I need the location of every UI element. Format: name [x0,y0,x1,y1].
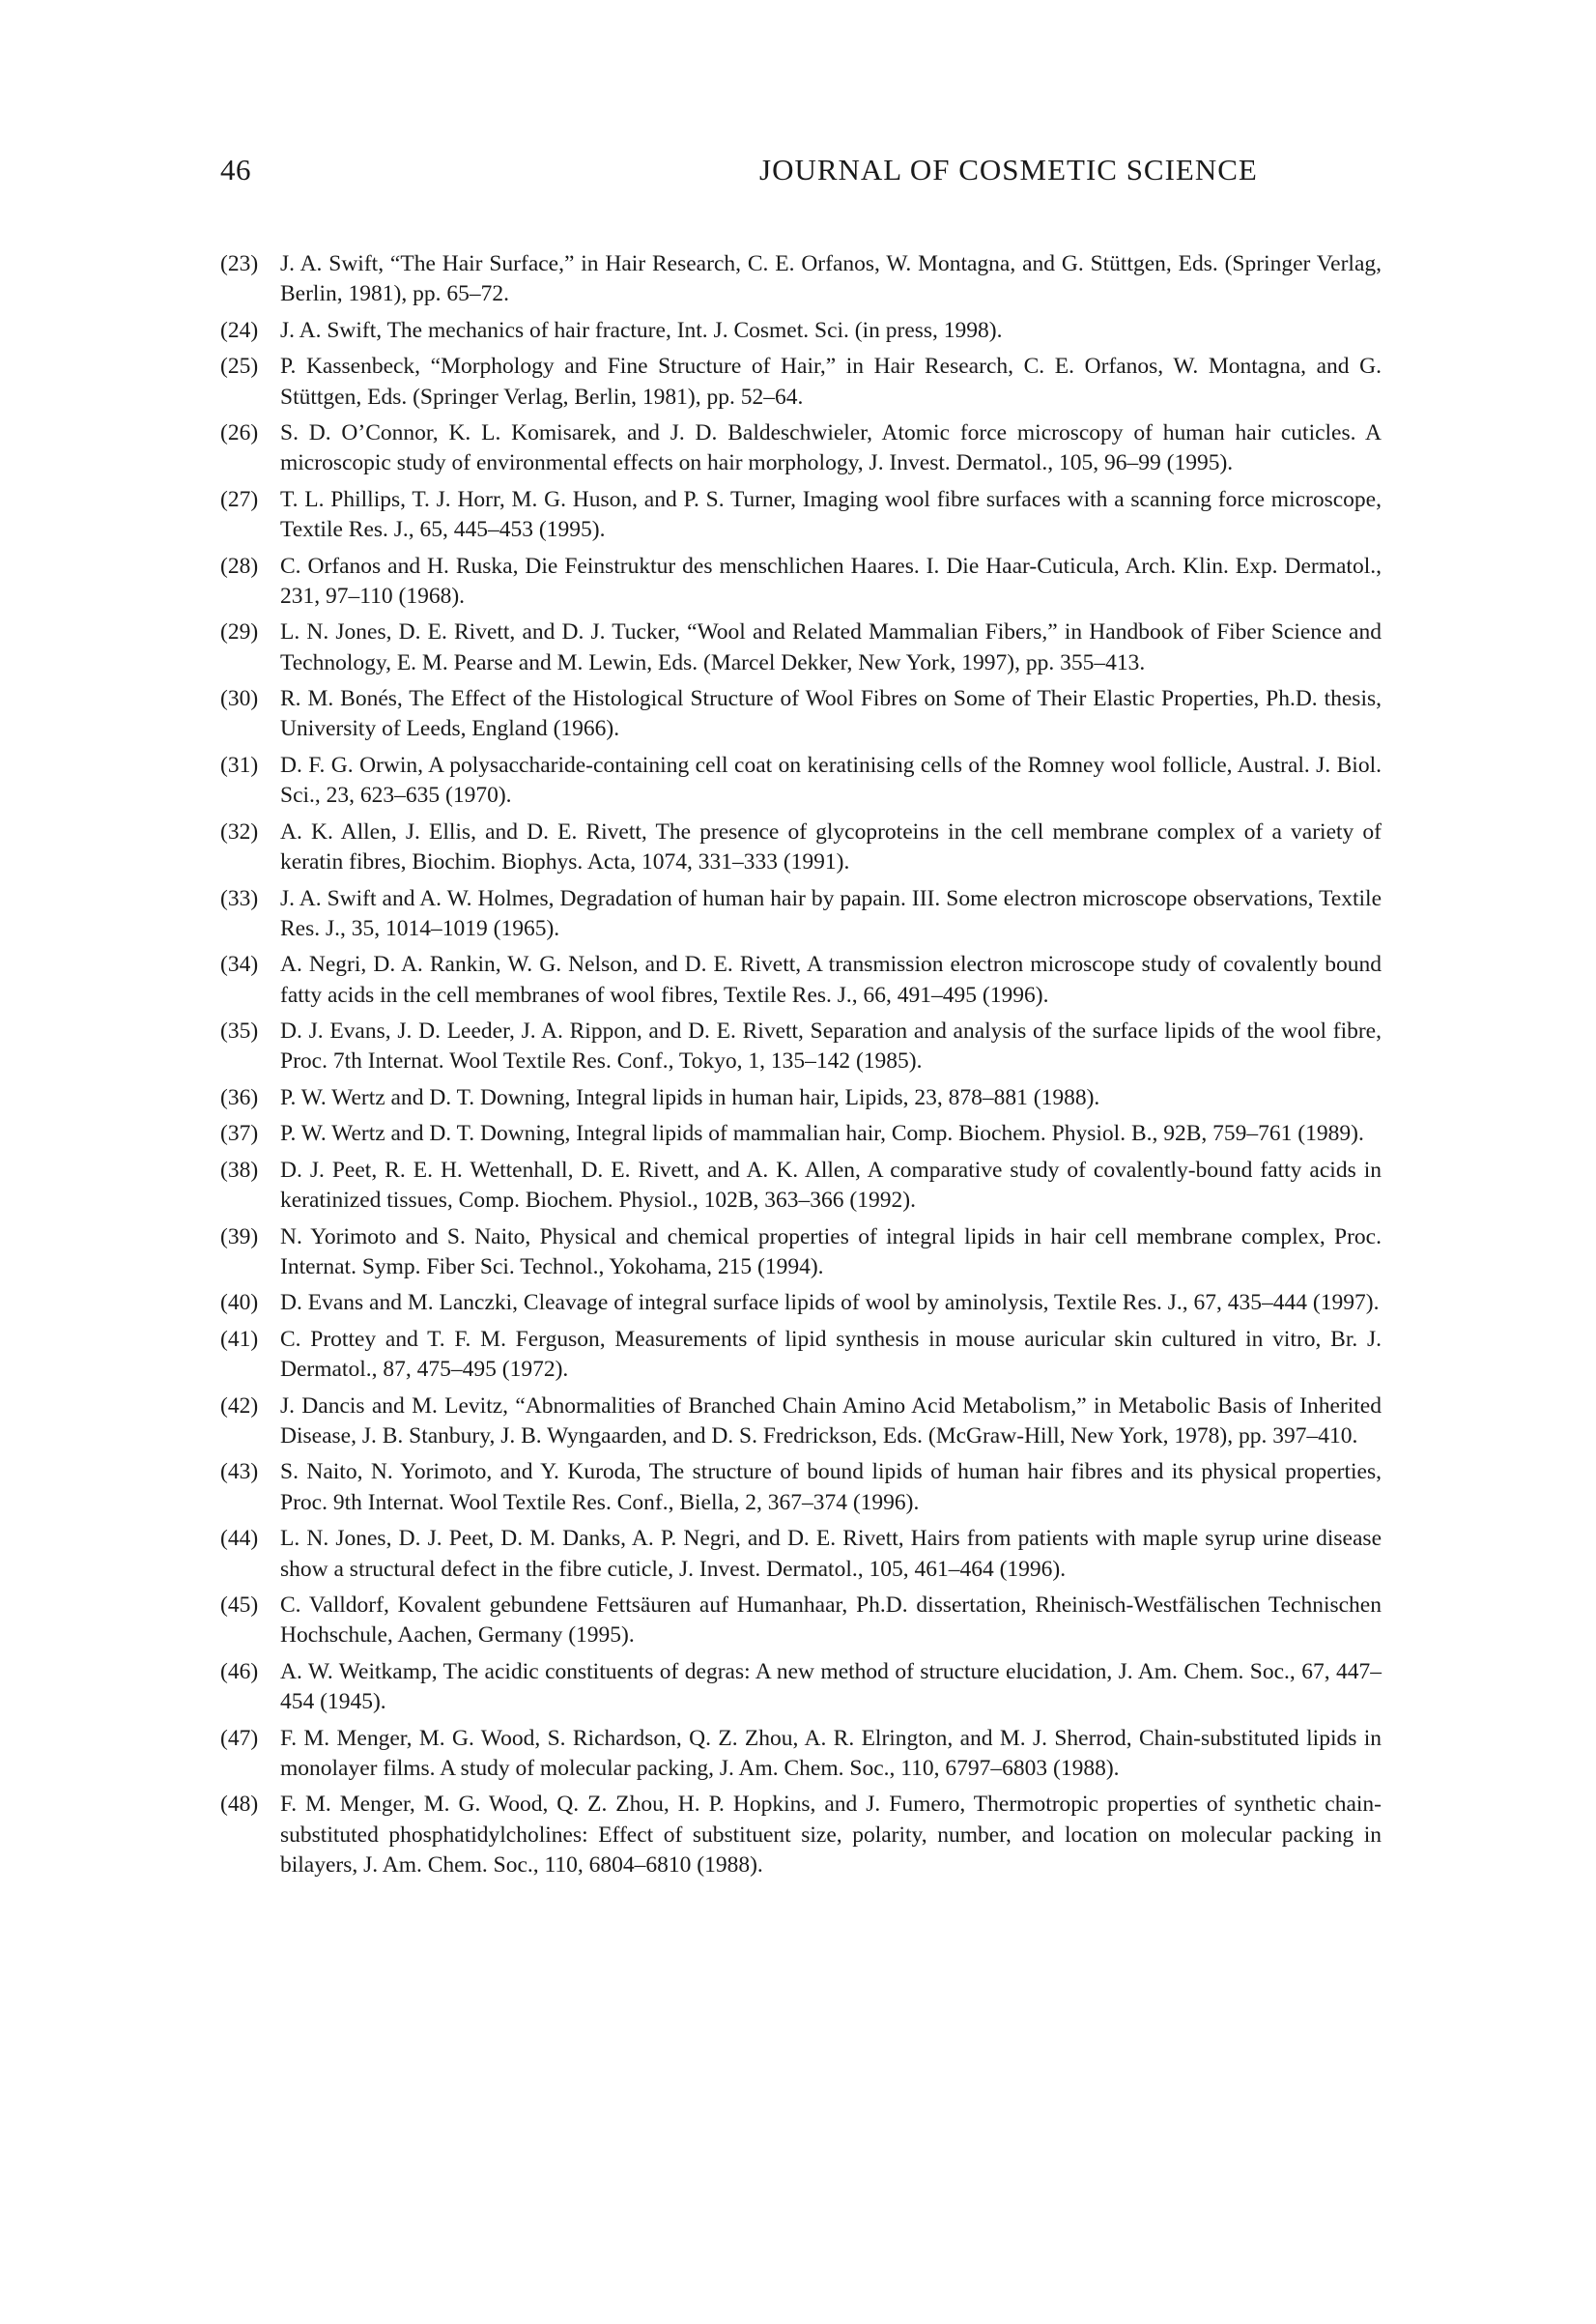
reference-item [220,352,1382,413]
reference-item [220,1657,1382,1718]
reference-number: (34) [220,952,259,978]
reference-item [220,1524,1382,1585]
reference-text: J. A. Swift, The mechanics of hair fracture, Int. J. Cosmet. Sci. (in press, 1998). [280,317,1003,343]
reference-item [220,884,1382,945]
reference-text: S. D. O’Connor, K. L. Komisarek, and J. D. Baldeschwieler, Atomic force microscopy of human hair cuticles. A microscopic study of environmental effects on hair morphology, J. Invest. Dermatol., 105, 96–99 (1995). [280,420,1382,476]
reference-item [220,950,1382,1011]
reference-text: D. J. Evans, J. D. Leeder, J. A. Rippon, and D. E. Rivett, Separation and analysis of the surface lipids of the wool fibre, Proc. 7th Internat. Wool Textile Res. Conf., Tokyo, 1, 135–142 (1985). [280,1019,1382,1075]
reference-item [220,552,1382,613]
reference-item [220,617,1382,678]
reference-item [220,1457,1382,1518]
reference-item [220,1288,1382,1318]
reference-number: (38) [220,1157,259,1183]
reference-text: F. M. Menger, M. G. Wood, Q. Z. Zhou, H. P. Hopkins, and J. Fumero, Thermotropic properties of synthetic chain-substituted phosphatidylcholines: Effect of substituent size, polarity, number, and location on molecular packing in bilayers, J. Am. Chem. Soc., 110, 6804–6810 (1988). [280,1792,1382,1878]
reference-text: N. Yorimoto and S. Naito, Physical and chemical properties of integral lipids in hair cell membrane complex, Proc. Internat. Symp. Fiber Sci. Technol., Yokohama, 215 (1994). [280,1223,1382,1279]
reference-text: A. K. Allen, J. Ellis, and D. E. Rivett, The presence of glycoproteins in the cell membrane complex of a variety of keratin fibres, Biochim. Biophys. Acta, 1074, 331–333 (1991). [280,818,1382,875]
reference-text: C. Prottey and T. F. M. Ferguson, Measurements of lipid synthesis in mouse auricular skin cultured in vitro, Br. J. Dermatol., 87, 475–495 (1972). [280,1326,1382,1383]
reference-item [220,1222,1382,1283]
reference-number: (35) [220,1019,259,1045]
reference-number: (48) [220,1792,259,1818]
reference-number: (44) [220,1526,259,1552]
reference-number: (29) [220,619,259,646]
reference-text: S. Naito, N. Yorimoto, and Y. Kuroda, The structure of bound lipids of human hair fibres and its physical properties, Proc. 9th Internat. Wool Textile Res. Conf., Biella, 2, 367–374 (1996). [280,1459,1382,1515]
reference-item [220,751,1382,812]
reference-number: (32) [220,818,259,845]
reference-text: C. Orfanos and H. Ruska, Die Feinstruktur des menschlichen Haares. I. Die Haar-Cuticula, Arch. Klin. Exp. Dermatol., 231, 97–110 (1968). [280,553,1382,609]
reference-number: (46) [220,1658,259,1684]
reference-number: (33) [220,885,259,911]
reference-text: C. Valldorf, Kovalent gebundene Fettsäuren auf Humanhaar, Ph.D. dissertation, Rheinisch-Westfälischen Technischen Hochschule, Aachen, Germany (1995). [280,1592,1382,1649]
reference-number: (40) [220,1290,259,1316]
reference-number: (30) [220,686,259,712]
reference-item [220,1156,1382,1217]
reference-text: J. Dancis and M. Levitz, “Abnormalities of Branched Chain Amino Acid Metabolism,” in Metabolic Basis of Inherited Disease, J. B. Stanbury, J. B. Wyngaarden, and D. S. Fredrickson, Eds. (McGraw-Hill, New York, 1978), pp. 397–410. [280,1392,1382,1449]
reference-text: D. F. G. Orwin, A polysaccharide-containing cell coat on keratinising cells of the Romney wool follicle, Austral. J. Biol. Sci., 23, 623–635 (1970). [280,752,1382,809]
reference-item [220,316,1382,346]
reference-number: (47) [220,1725,259,1751]
reference-text: L. N. Jones, D. E. Rivett, and D. J. Tucker, “Wool and Related Mammalian Fibers,” in Handbook of Fiber Science and Technology, E. M. Pearse and M. Lewin, Eds. (Marcel Dekker, New York, 1997), pp. 355–413. [280,619,1382,675]
reference-text: P. W. Wertz and D. T. Downing, Integral lipids of mammalian hair, Comp. Biochem. Physiol. B., 92B, 759–761 (1989). [280,1121,1364,1147]
reference-text: R. M. Bonés, The Effect of the Histological Structure of Wool Fibres on Some of Their Elastic Properties, Ph.D. thesis, University of Leeds, England (1966). [280,686,1382,742]
reference-item [220,485,1382,546]
reference-number: (31) [220,752,259,778]
reference-text: J. A. Swift, “The Hair Surface,” in Hair Research, C. E. Orfanos, W. Montagna, and G. Stüttgen, Eds. (Springer Verlag, Berlin, 1981), pp. 65–72. [280,251,1382,307]
reference-number: (26) [220,420,259,446]
reference-text: J. A. Swift and A. W. Holmes, Degradation of human hair by papain. III. Some electron microscope observations, Textile Res. J., 35, 1014–1019 (1965). [280,885,1382,941]
reference-number: (41) [220,1326,259,1352]
reference-text: F. M. Menger, M. G. Wood, S. Richardson, Q. Z. Zhou, A. R. Elrington, and M. J. Sherrod, Chain-substituted lipids in monolayer films. A study of molecular packing, J. Am. Chem. Soc., 110, 6797–6803 (1988). [280,1725,1382,1781]
reference-item [220,818,1382,878]
reference-text: A. Negri, D. A. Rankin, W. G. Nelson, and D. E. Rivett, A transmission electron microscope study of covalently bound fatty acids in the cell membranes of wool fibres, Textile Res. J., 66, 491–495 (1996). [280,952,1382,1008]
reference-number: (27) [220,486,259,512]
page-header [220,153,1380,191]
reference-list [220,249,1382,1886]
reference-number: (39) [220,1223,259,1249]
reference-item [220,1083,1382,1113]
journal-title: JOURNAL OF COSMETIC SCIENCE [759,153,1258,186]
reference-text: A. W. Weitkamp, The acidic constituents of degras: A new method of structure elucidation, J. Am. Chem. Soc., 67, 447–454 (1945). [280,1658,1382,1715]
reference-item [220,1325,1382,1386]
reference-item [220,684,1382,745]
reference-number: (28) [220,553,259,579]
reference-item [220,1119,1382,1149]
reference-text: L. N. Jones, D. J. Peet, D. M. Danks, A. P. Negri, and D. E. Rivett, Hairs from patients with maple syrup urine disease show a structural defect in the fibre cuticle, J. Invest. Dermatol., 105, 461–464 (1996). [280,1526,1382,1582]
reference-number: (36) [220,1084,259,1110]
reference-text: T. L. Phillips, T. J. Horr, M. G. Huson, and P. S. Turner, Imaging wool fibre surfaces with a scanning force microscope, Textile Res. J., 65, 445–453 (1995). [280,486,1382,543]
reference-text: D. Evans and M. Lanczki, Cleavage of integral surface lipids of wool by aminolysis, Textile Res. J., 67, 435–444 (1997). [280,1290,1380,1316]
page-number: 46 [220,153,251,186]
reference-number: (37) [220,1121,259,1147]
reference-item [220,1392,1382,1452]
reference-item [220,1724,1382,1785]
reference-item [220,1017,1382,1077]
reference-item [220,418,1382,479]
reference-number: (24) [220,317,259,343]
reference-text: P. W. Wertz and D. T. Downing, Integral lipids in human hair, Lipids, 23, 878–881 (1988). [280,1084,1100,1110]
reference-number: (43) [220,1459,259,1485]
reference-number: (25) [220,354,259,380]
reference-number: (45) [220,1592,259,1618]
reference-item [220,1790,1382,1880]
reference-item [220,1591,1382,1651]
reference-number: (23) [220,251,259,276]
reference-number: (42) [220,1392,259,1419]
reference-item [220,249,1382,310]
reference-text: D. J. Peet, R. E. H. Wettenhall, D. E. Rivett, and A. K. Allen, A comparative study of covalently-bound fatty acids in keratinized tissues, Comp. Biochem. Physiol., 102B, 363–366 (1992). [280,1157,1382,1214]
reference-text: P. Kassenbeck, “Morphology and Fine Structure of Hair,” in Hair Research, C. E. Orfanos, W. Montagna, and G. Stüttgen, Eds. (Springer Verlag, Berlin, 1981), pp. 52–64. [280,354,1382,410]
